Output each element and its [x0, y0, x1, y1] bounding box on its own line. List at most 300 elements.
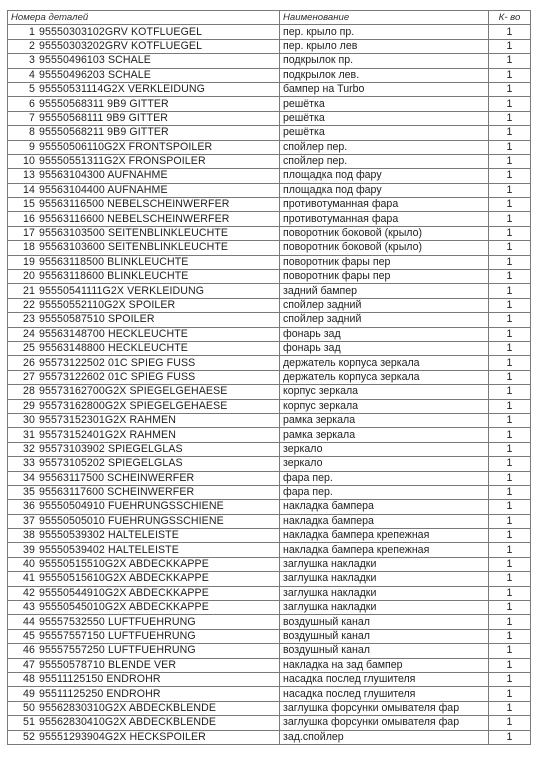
- part-name-cell: накладка бампера крепежная: [280, 543, 489, 557]
- part-number-cell: [8, 543, 280, 557]
- part-number: 95562830410G2X ABDECKBLENDE: [39, 716, 217, 729]
- table-row: [8, 82, 531, 96]
- table-row: [8, 341, 531, 355]
- table-row: [8, 471, 531, 485]
- part-number: 95563117500 SCHEINWERFER: [39, 471, 195, 484]
- quantity-cell: 1: [489, 183, 531, 197]
- row-number: 14: [23, 183, 35, 196]
- table-row: [8, 154, 531, 168]
- part-number-cell: [8, 356, 280, 370]
- part-number: 95557557250 LUFTFUEHRUNG: [39, 644, 196, 657]
- quantity-cell: 1: [489, 284, 531, 298]
- part-name-cell: противотуманная фара: [280, 198, 489, 212]
- quantity-cell: 1: [489, 457, 531, 471]
- part-number: 95511125150 ENDROHR: [39, 673, 161, 686]
- part-number-cell: [8, 687, 280, 701]
- part-number-cell: [8, 183, 280, 197]
- part-number: 95557532550 LUFTFUEHRUNG: [39, 615, 196, 628]
- table-row: [8, 356, 531, 370]
- table-row: [8, 557, 531, 571]
- quantity-cell: 1: [489, 68, 531, 82]
- part-number: 95563116500 NEBELSCHEINWERFER: [39, 198, 230, 211]
- table-row: [8, 601, 531, 615]
- part-number: 95563103500 SEITENBLINKLEUCHTE: [39, 227, 229, 240]
- part-number: 95550515610G2X ABDECKKAPPE: [39, 572, 209, 585]
- part-name-cell: корпус зеркала: [280, 399, 489, 413]
- quantity-cell: 1: [489, 399, 531, 413]
- row-number: 5: [29, 83, 35, 96]
- part-number-cell: [8, 82, 280, 96]
- part-number-cell: [8, 701, 280, 715]
- quantity-cell: 1: [489, 198, 531, 212]
- quantity-cell: 1: [489, 298, 531, 312]
- table-row: [8, 428, 531, 442]
- part-number: 95573122602 01C SPIEG FUSS: [39, 370, 196, 383]
- part-name-cell: заглушка форсунки омывателя фар: [280, 701, 489, 715]
- part-number: 95563104400 AUFNAHME: [39, 183, 168, 196]
- part-name-cell: заглушка накладки: [280, 601, 489, 615]
- part-number-cell: [8, 485, 280, 499]
- part-number: 95557557150 LUFTFUEHRUNG: [39, 629, 196, 642]
- part-number-cell: [8, 413, 280, 427]
- part-number-cell: [8, 529, 280, 543]
- part-name-cell: подкрылок лев.: [280, 68, 489, 82]
- row-number: 50: [23, 701, 35, 714]
- row-number: 19: [23, 255, 35, 268]
- quantity-cell: 1: [489, 442, 531, 456]
- part-number: 95550515510G2X ABDECKKAPPE: [39, 558, 209, 571]
- part-name-cell: заглушка накладки: [280, 572, 489, 586]
- part-number-cell: [8, 54, 280, 68]
- parts-rows: [8, 25, 531, 745]
- quantity-cell: 1: [489, 529, 531, 543]
- table-row: [8, 226, 531, 240]
- table-row: [8, 270, 531, 284]
- part-name-cell: пер. крыло лев: [280, 39, 489, 53]
- row-number: 44: [23, 615, 35, 628]
- quantity-cell: 1: [489, 255, 531, 269]
- table-row: [8, 313, 531, 327]
- part-number-cell: [8, 270, 280, 284]
- table-row: [8, 730, 531, 744]
- part-number-cell: [8, 385, 280, 399]
- part-name-cell: площадка под фару: [280, 169, 489, 183]
- part-number-cell: [8, 399, 280, 413]
- table-row: [8, 701, 531, 715]
- part-number-cell: [8, 154, 280, 168]
- part-number-cell: [8, 672, 280, 686]
- quantity-cell: 1: [489, 140, 531, 154]
- row-number: 2: [29, 39, 35, 52]
- part-name-cell: фонарь зад: [280, 341, 489, 355]
- quantity-cell: 1: [489, 39, 531, 53]
- part-number-cell: [8, 716, 280, 730]
- part-name-cell: задний бампер: [280, 284, 489, 298]
- row-number: 26: [23, 356, 35, 369]
- part-number-cell: [8, 327, 280, 341]
- part-number: 95563103600 SEITENBLINKLEUCHTE: [39, 241, 229, 254]
- row-number: 16: [23, 212, 35, 225]
- header-row: [8, 11, 531, 25]
- part-number: 95551293904G2X HECKSPOILER: [39, 730, 206, 743]
- row-number: 28: [23, 385, 35, 398]
- parts-table: [7, 10, 531, 745]
- table-row: [8, 212, 531, 226]
- part-number-cell: [8, 68, 280, 82]
- table-row: [8, 183, 531, 197]
- table-row: [8, 672, 531, 686]
- part-number-cell: [8, 255, 280, 269]
- part-number-cell: [8, 298, 280, 312]
- table-row: [8, 413, 531, 427]
- row-number: 42: [23, 586, 35, 599]
- part-number: 95550496103 SCHALE: [39, 54, 151, 67]
- part-number-cell: [8, 658, 280, 672]
- row-number: 40: [23, 558, 35, 571]
- part-number-cell: [8, 601, 280, 615]
- row-number: 24: [23, 327, 35, 340]
- part-number: 95573162700G2X SPIEGELGEHAESE: [39, 385, 228, 398]
- part-name-cell: поворотник фары пер: [280, 255, 489, 269]
- row-number: 39: [23, 543, 35, 556]
- row-number: 45: [23, 629, 35, 642]
- part-name-cell: спойлер пер.: [280, 140, 489, 154]
- part-number: 95573152301G2X RAHMEN: [39, 414, 176, 427]
- part-number: 95563148800 HECKLEUCHTE: [39, 342, 188, 355]
- part-number: 95573122502 01C SPIEG FUSS: [39, 356, 196, 369]
- table-row: [8, 140, 531, 154]
- row-number: 1: [29, 25, 35, 38]
- part-number-cell: [8, 514, 280, 528]
- part-number-cell: [8, 370, 280, 384]
- quantity-cell: 1: [489, 644, 531, 658]
- quantity-cell: 1: [489, 270, 531, 284]
- part-name-cell: рамка зеркала: [280, 413, 489, 427]
- quantity-cell: 1: [489, 428, 531, 442]
- table-row: [8, 500, 531, 514]
- row-number: 4: [29, 68, 35, 81]
- part-number-cell: [8, 500, 280, 514]
- table-row: [8, 54, 531, 68]
- part-number: 95563117600 SCHEINWERFER: [39, 486, 195, 499]
- part-number-cell: [8, 572, 280, 586]
- row-number: 31: [23, 428, 35, 441]
- part-number: 95573162800G2X SPIEGELGEHAESE: [39, 399, 228, 412]
- part-number: 95563118500 BLINKLEUCHTE: [39, 255, 189, 268]
- part-number: 95550539402 HALTELEISTE: [39, 543, 179, 556]
- table-row: [8, 126, 531, 140]
- table-row: [8, 111, 531, 125]
- part-number-cell: [8, 111, 280, 125]
- part-number: 95563118600 BLINKLEUCHTE: [39, 270, 189, 283]
- table-row: [8, 629, 531, 643]
- part-name-cell: насадка послед глушителя: [280, 672, 489, 686]
- row-number: 8: [29, 126, 35, 139]
- part-name-cell: решётка: [280, 111, 489, 125]
- part-number: 95550303202GRV KOTFLUEGEL: [39, 39, 203, 52]
- row-number: 43: [23, 601, 35, 614]
- quantity-cell: 1: [489, 615, 531, 629]
- part-number: 95550303102GRV KOTFLUEGEL: [39, 25, 203, 38]
- table-row: [8, 514, 531, 528]
- part-name-cell: решётка: [280, 97, 489, 111]
- row-number: 22: [23, 299, 35, 311]
- row-number: 36: [23, 500, 35, 513]
- row-number: 10: [23, 155, 35, 168]
- part-name-cell: зеркало: [280, 457, 489, 471]
- row-number: 25: [23, 342, 35, 355]
- part-number: 95550544910G2X ABDECKKAPPE: [39, 586, 209, 599]
- parts-sheet: [7, 10, 530, 745]
- row-number: 6: [29, 97, 35, 110]
- part-number-cell: [8, 313, 280, 327]
- quantity-cell: 1: [489, 313, 531, 327]
- quantity-cell: 1: [489, 701, 531, 715]
- part-number: 95550552110G2X SPOILER: [39, 299, 176, 311]
- part-number-cell: [8, 212, 280, 226]
- part-name-cell: накладка на зад бампер: [280, 658, 489, 672]
- part-number: 95563148700 HECKLEUCHTE: [39, 327, 188, 340]
- table-row: [8, 385, 531, 399]
- part-name-cell: воздушный канал: [280, 615, 489, 629]
- quantity-cell: 1: [489, 111, 531, 125]
- part-name-cell: держатель корпуса зеркала: [280, 370, 489, 384]
- quantity-cell: 1: [489, 687, 531, 701]
- part-number: 95562830310G2X ABDECKBLENDE: [39, 701, 217, 714]
- quantity-cell: 1: [489, 327, 531, 341]
- part-name-cell: держатель корпуса зеркала: [280, 356, 489, 370]
- part-number: 95550506110G2X FRONTSPOILER: [39, 140, 213, 153]
- part-number-cell: [8, 198, 280, 212]
- part-name-cell: накладка бампера: [280, 514, 489, 528]
- quantity-cell: 1: [489, 658, 531, 672]
- part-number-cell: [8, 140, 280, 154]
- quantity-cell: 1: [489, 485, 531, 499]
- table-row: [8, 39, 531, 53]
- part-number-cell: [8, 457, 280, 471]
- part-number: 95511125250 ENDROHR: [39, 687, 161, 700]
- part-name-cell: поворотник боковой (крыло): [280, 241, 489, 255]
- quantity-cell: 1: [489, 126, 531, 140]
- quantity-cell: 1: [489, 730, 531, 744]
- part-number: 95563104300 AUFNAHME: [39, 169, 168, 182]
- quantity-cell: 1: [489, 500, 531, 514]
- row-number: 51: [23, 716, 35, 729]
- row-number: 18: [23, 241, 35, 254]
- row-number: 30: [23, 414, 35, 427]
- part-name-cell: решётка: [280, 126, 489, 140]
- table-row: [8, 586, 531, 600]
- part-name-cell: воздушный канал: [280, 629, 489, 643]
- table-row: [8, 169, 531, 183]
- table-row: [8, 615, 531, 629]
- part-name-cell: подкрылок пр.: [280, 54, 489, 68]
- row-number: 3: [29, 54, 35, 67]
- part-name-cell: площадка под фару: [280, 183, 489, 197]
- part-name-cell: пер. крыло пр.: [280, 25, 489, 39]
- row-number: 38: [23, 529, 35, 542]
- table-row: [8, 716, 531, 730]
- quantity-cell: 1: [489, 471, 531, 485]
- table-row: [8, 457, 531, 471]
- row-number: 37: [23, 514, 35, 527]
- part-number-cell: [8, 284, 280, 298]
- part-number: 95550568211 9B9 GITTER: [39, 126, 169, 139]
- quantity-cell: 1: [489, 97, 531, 111]
- row-number: 35: [23, 486, 35, 499]
- quantity-cell: 1: [489, 356, 531, 370]
- row-number: 27: [23, 370, 35, 383]
- part-name-cell: спойлер задний: [280, 298, 489, 312]
- part-number: 95550551311G2X FRONSPOILER: [39, 155, 206, 168]
- part-number-cell: [8, 644, 280, 658]
- quantity-cell: 1: [489, 241, 531, 255]
- quantity-cell: 1: [489, 154, 531, 168]
- header-qty: К- во: [489, 11, 531, 25]
- part-name-cell: фара пер.: [280, 485, 489, 499]
- row-number: 46: [23, 644, 35, 657]
- part-name-cell: зеркало: [280, 442, 489, 456]
- quantity-cell: 1: [489, 514, 531, 528]
- quantity-cell: 1: [489, 629, 531, 643]
- part-number-cell: [8, 615, 280, 629]
- part-number: 95550531114G2X VERKLEIDUNG: [39, 83, 205, 96]
- quantity-cell: 1: [489, 385, 531, 399]
- quantity-cell: 1: [489, 54, 531, 68]
- part-name-cell: фонарь зад: [280, 327, 489, 341]
- part-number-cell: [8, 586, 280, 600]
- row-number: 52: [23, 730, 35, 743]
- part-number-cell: [8, 97, 280, 111]
- part-number: 95550578710 BLENDE VER: [39, 658, 177, 671]
- table-row: [8, 658, 531, 672]
- row-number: 48: [23, 673, 35, 686]
- table-row: [8, 25, 531, 39]
- table-row: [8, 97, 531, 111]
- part-number: 95550504910 FUEHRUNGSSCHIENE: [39, 500, 224, 513]
- part-number: 95573105202 SPIEGELGLAS: [39, 457, 183, 470]
- table-row: [8, 198, 531, 212]
- row-number: 23: [23, 313, 35, 326]
- table-row: [8, 529, 531, 543]
- table-row: [8, 241, 531, 255]
- table-row: [8, 298, 531, 312]
- part-name-cell: воздушный канал: [280, 644, 489, 658]
- part-number: 95550587510 SPOILER: [39, 313, 155, 326]
- part-name-cell: корпус зеркала: [280, 385, 489, 399]
- quantity-cell: 1: [489, 413, 531, 427]
- row-number: 41: [23, 572, 35, 585]
- part-number: 95550568311 9B9 GITTER: [39, 97, 169, 110]
- part-name-cell: спойлер пер.: [280, 154, 489, 168]
- table-row: [8, 442, 531, 456]
- part-number-cell: [8, 629, 280, 643]
- part-number: 95550568111 9B9 GITTER: [39, 111, 169, 124]
- part-number-cell: [8, 39, 280, 53]
- row-number: 34: [23, 471, 35, 484]
- part-name-cell: противотуманная фара: [280, 212, 489, 226]
- part-name-cell: фара пер.: [280, 471, 489, 485]
- part-name-cell: насадка послед глушителя: [280, 687, 489, 701]
- quantity-cell: 1: [489, 601, 531, 615]
- row-number: 13: [23, 169, 35, 182]
- quantity-cell: 1: [489, 169, 531, 183]
- quantity-cell: 1: [489, 25, 531, 39]
- part-name-cell: рамка зеркала: [280, 428, 489, 442]
- part-name-cell: заглушка форсунки омывателя фар: [280, 716, 489, 730]
- table-row: [8, 485, 531, 499]
- part-name-cell: зад.спойлер: [280, 730, 489, 744]
- part-number: 95550505010 FUEHRUNGSSCHIENE: [39, 514, 224, 527]
- quantity-cell: 1: [489, 557, 531, 571]
- row-number: 9: [29, 140, 35, 153]
- row-number: 20: [23, 270, 35, 283]
- table-row: [8, 572, 531, 586]
- header-name: Наименование: [280, 11, 489, 25]
- row-number: 15: [23, 198, 35, 211]
- quantity-cell: 1: [489, 672, 531, 686]
- part-name-cell: накладка бампера: [280, 500, 489, 514]
- part-number: 95550496203 SCHALE: [39, 68, 151, 81]
- table-row: [8, 284, 531, 298]
- quantity-cell: 1: [489, 226, 531, 240]
- quantity-cell: 1: [489, 586, 531, 600]
- part-number: 95550541111G2X VERKLEIDUNG: [39, 284, 205, 297]
- table-row: [8, 399, 531, 413]
- quantity-cell: 1: [489, 82, 531, 96]
- part-name-cell: спойлер задний: [280, 313, 489, 327]
- quantity-cell: 1: [489, 572, 531, 586]
- table-row: [8, 543, 531, 557]
- table-row: [8, 370, 531, 384]
- quantity-cell: 1: [489, 716, 531, 730]
- table-row: [8, 68, 531, 82]
- row-number: 47: [23, 658, 35, 671]
- part-number-cell: [8, 428, 280, 442]
- row-number: 29: [23, 399, 35, 412]
- table-row: [8, 255, 531, 269]
- row-number: 49: [23, 687, 35, 700]
- part-number-cell: [8, 471, 280, 485]
- row-number: 7: [29, 111, 35, 124]
- part-number-cell: [8, 169, 280, 183]
- row-number: 17: [23, 227, 35, 240]
- quantity-cell: 1: [489, 212, 531, 226]
- part-name-cell: поворотник боковой (крыло): [280, 226, 489, 240]
- table-row: [8, 687, 531, 701]
- part-number: 95573103902 SPIEGELGLAS: [39, 442, 183, 455]
- header-part-number: Номера деталей: [8, 11, 280, 25]
- part-number-cell: [8, 557, 280, 571]
- part-number-cell: [8, 226, 280, 240]
- part-name-cell: бампер на Turbo: [280, 82, 489, 96]
- table-row: [8, 327, 531, 341]
- row-number: 21: [23, 284, 35, 297]
- part-number: 95563116600 NEBELSCHEINWERFER: [39, 212, 230, 225]
- quantity-cell: 1: [489, 543, 531, 557]
- part-number-cell: [8, 730, 280, 744]
- part-number: 95573152401G2X RAHMEN: [39, 428, 176, 441]
- part-number: 95550545010G2X ABDECKKAPPE: [39, 601, 209, 614]
- part-number: 95550539302 HALTELEISTE: [39, 529, 179, 542]
- row-number: 33: [23, 457, 35, 470]
- part-number-cell: [8, 126, 280, 140]
- part-name-cell: поворотник фары пер: [280, 270, 489, 284]
- part-name-cell: заглушка накладки: [280, 557, 489, 571]
- part-name-cell: заглушка накладки: [280, 586, 489, 600]
- part-name-cell: накладка бампера крепежная: [280, 529, 489, 543]
- quantity-cell: 1: [489, 341, 531, 355]
